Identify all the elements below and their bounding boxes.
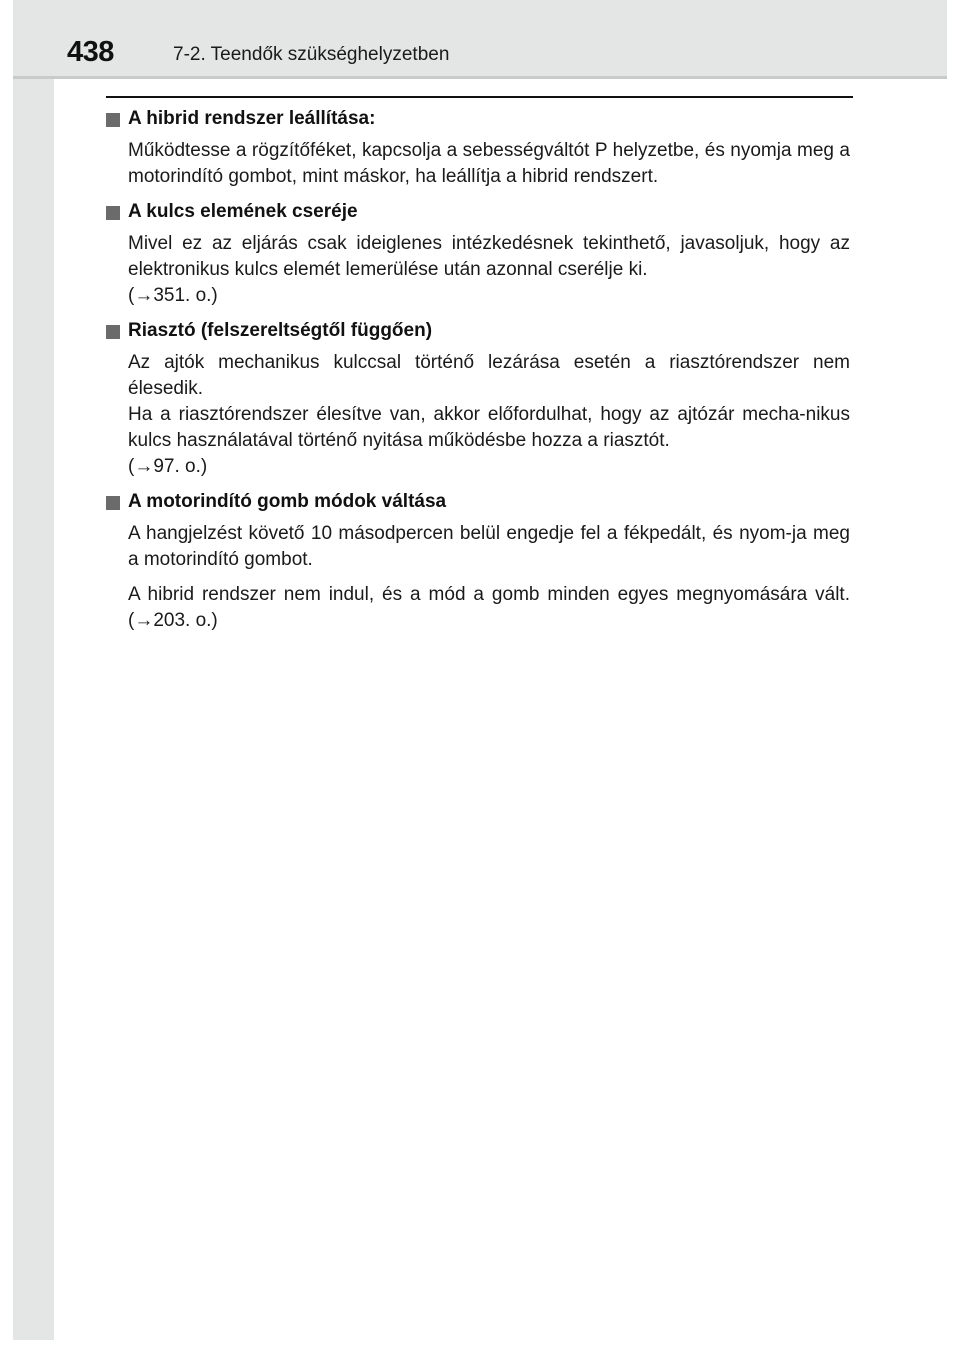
page-reference[interactable] [106,283,850,309]
paragraph: Működtesse a rögzítőféket, kapcsolja a sebességváltót P helyzetbe, és nyomja meg a motorindító gombot, mint máskor, ha leállítja a hibrid rendszert. [128,140,850,187]
section-start-button-modes [106,489,850,634]
page-reference-text[interactable]: (→351. o.) [128,285,218,306]
page-reference[interactable] [106,454,850,480]
paragraph: A hibrid rendszer nem indul, és a mód a gomb minden egyes megnyomására vált. (→203. o.) [128,584,850,631]
paragraph: Az ajtók mechanikus kulccsal történő lezárása esetén a riasztórendszer nem élesedik. [128,352,850,399]
section-hybrid-shutdown [106,106,850,190]
paragraph: A hangjelzést követő 10 másodpercen belül engedje fel a fékpedált, és nyom-ja meg a motorindító gombot. [128,523,850,570]
content-top-rule [106,96,853,98]
paragraph: Mivel ez az eljárás csak ideiglenes intézkedésnek tekinthető, javasoljuk, hogy az elektronikus kulcs elemét lemerülése után azonnal cserélje ki. [128,233,850,280]
section-heading [106,318,850,344]
header-divider [13,76,947,79]
bullet-square-icon [106,496,120,510]
chapter-title: 7-2. Teendők szükséghelyzetben [173,44,450,65]
section-heading-text: A motorindító gomb módok váltása [128,491,447,512]
bullet-square-icon [106,325,120,339]
section-heading-text: Riasztó (felszereltségtől függően) [128,320,433,341]
section-heading-text: A hibrid rendszer leállítása: [128,108,376,129]
bullet-square-icon [106,206,120,220]
section-heading-text: A kulcs elemének cseréje [128,201,358,222]
left-margin-band [13,0,54,1340]
paragraph: Ha a riasztórendszer élesítve van, akkor előfordulhat, hogy az ajtózár mecha-nikus kulcs használatával történő nyitása működésbe hozza a riasztót. [128,404,850,451]
section-alarm [106,318,850,480]
page-reference-text[interactable]: (→97. o.) [128,456,208,477]
section-heading [106,489,850,515]
content-body [106,106,850,634]
section-heading [106,199,850,225]
section-heading [106,106,850,132]
section-key-battery [106,199,850,309]
bullet-square-icon [106,113,120,127]
header-band [13,0,947,76]
page-number: 438 [67,36,114,68]
